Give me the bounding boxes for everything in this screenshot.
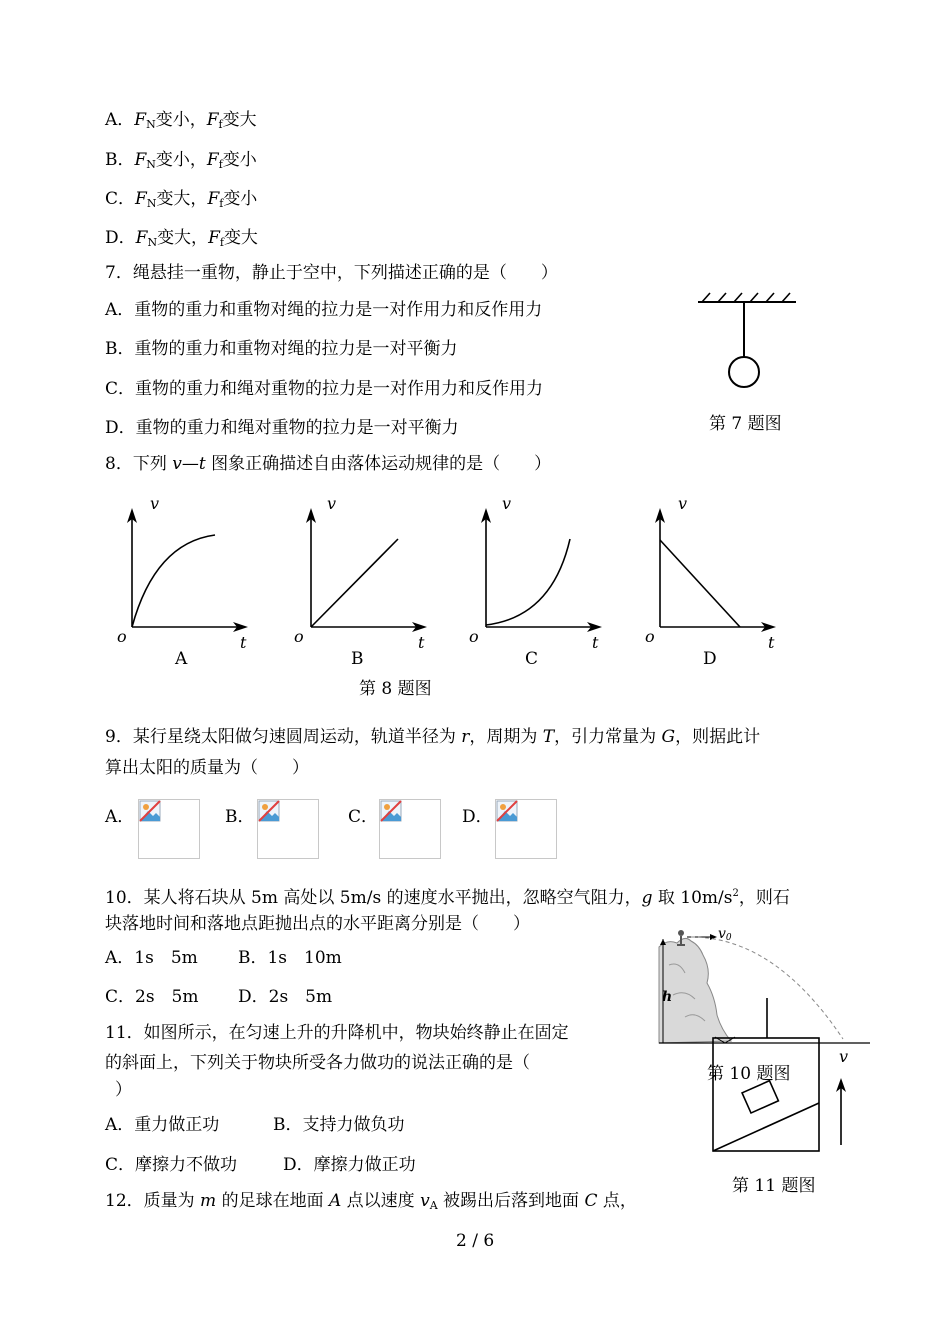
q8-graph-c-curve — [486, 539, 570, 625]
q11-elevator-figure — [705, 995, 865, 1160]
q8-graph-c-v-label: v — [502, 494, 512, 513]
q8-graph-d-label: D — [703, 649, 717, 669]
q9-option-b-label: B． — [225, 807, 255, 827]
q7-option-d: D．重物的重力和绳对重物的拉力是一对平衡力 — [105, 418, 459, 438]
q11-incline — [713, 1103, 819, 1151]
q8-graph-c-label: C — [525, 649, 539, 669]
q11-stem-line2: 的斜面上，下列关于物块所受各力做功的说法正确的是（ — [105, 1053, 530, 1073]
q10-stem-line2: 块落地时间和落地点距抛出点的水平距离分别是（ ） — [105, 914, 530, 934]
q8-graph-d-origin-label: o — [645, 627, 655, 646]
q10-figure-caption: 第 10 题图 — [707, 1064, 791, 1084]
q11-stem-line1: 11．如图所示，在匀速上升的升降机中，物块始终静止在固定 — [105, 1023, 569, 1043]
q11-block — [742, 1081, 778, 1113]
q12-stem: 12．质量为 m 的足球在地面 A 点以速度 $v_A$ 被踢出后落到地面 C 点， — [105, 1191, 637, 1212]
q8-stem: 8．下列 v—t 图象正确描述自由落体运动规律的是（ ） — [105, 454, 552, 474]
q10-option-d: D．2s 5m — [238, 987, 333, 1007]
q8-graph-b-v-label: v — [327, 494, 337, 513]
q10-h-label: h — [662, 989, 673, 1005]
q8-graph-d-plot — [638, 505, 783, 640]
q8-graph-a-origin-label: o — [117, 627, 127, 646]
q6-option-b: B．$F_N$变小，$F_f$变小 — [105, 150, 257, 171]
q8-graph-b-t-label: t — [418, 633, 425, 652]
q8-graph-b-plot — [289, 505, 434, 640]
q7-option-c: C．重物的重力和绳对重物的拉力是一对作用力和反作用力 — [105, 379, 544, 399]
q8-graph-b-curve — [311, 539, 398, 627]
q8-graph-c-plot — [464, 505, 609, 640]
q9-option-b-broken-image-icon — [257, 799, 319, 859]
q9-option-a-label: A． — [105, 807, 135, 827]
q10-option-c: C．2s 5m — [105, 987, 199, 1007]
q11-stem-line3: ） — [115, 1080, 132, 1100]
q10-v0-label: v0 — [718, 926, 732, 943]
q8-graph-d-t-label: t — [768, 633, 775, 652]
q7-hanging-weight-figure — [690, 290, 810, 395]
q8-graph-a-t-label: t — [240, 633, 247, 652]
q11-figure-caption: 第 11 题图 — [732, 1176, 816, 1196]
q11-v-label: v — [839, 1047, 849, 1066]
q8-graph-c-origin-label: o — [469, 627, 479, 646]
q10-option-a: A．1s 5m — [105, 948, 198, 968]
q6-option-d: D．$F_N$变大，$F_f$变大 — [105, 228, 258, 249]
q9-stem-line1: 9．某行星绕太阳做匀速圆周运动，轨道半径为 r，周期为 T，引力常量为 G，则据此计 — [105, 727, 761, 747]
q7-option-b: B．重物的重力和重物对绳的拉力是一对平衡力 — [105, 339, 458, 359]
q9-option-d-broken-image-icon — [495, 799, 557, 859]
q6-option-a: A．$F_N$变小，$F_f$变大 — [105, 110, 257, 131]
q8-graph-c-t-label: t — [592, 633, 599, 652]
q6-option-c: C．$F_N$变大，$F_f$变小 — [105, 189, 258, 210]
page-number: 2 / 6 — [456, 1231, 495, 1251]
q11-option-c: C．摩擦力不做功 — [105, 1155, 238, 1175]
q8-figure-caption: 第 8 题图 — [359, 679, 432, 699]
q8-graph-d-curve — [660, 540, 740, 627]
q8-graph-b-origin-label: o — [294, 627, 304, 646]
q8-graph-a-plot — [110, 505, 255, 640]
q8-graph-a-v-label: v — [150, 494, 160, 513]
q8-graph-a-label: A — [175, 649, 188, 669]
q11-option-a: A．重力做正功 — [105, 1115, 220, 1135]
q8-graph-a-curve — [132, 535, 215, 627]
q10-stem-line1: 10．某人将石块从 5m 高处以 5m/s 的速度水平抛出，忽略空气阻力，g 取 $10m/s^2$，则石 — [105, 888, 790, 908]
q7-option-a: A．重物的重力和重物对绳的拉力是一对作用力和反作用力 — [105, 300, 543, 320]
q8-graph-b-label: B — [351, 649, 364, 669]
q7-stem: 7．绳悬挂一重物，静止于空中，下列描述正确的是（ ） — [105, 263, 558, 283]
q7-figure-caption: 第 7 题图 — [709, 414, 782, 434]
q9-option-d-label: D． — [462, 807, 493, 827]
q8-graph-d-v-label: v — [678, 494, 688, 513]
q9-option-c-label: C． — [348, 807, 379, 827]
q10-option-b: B．1s 10m — [238, 948, 342, 968]
q11-option-d: D．摩擦力做正功 — [283, 1155, 416, 1175]
q9-stem-line2: 算出太阳的质量为（ ） — [105, 758, 309, 778]
q9-option-c-broken-image-icon — [379, 799, 441, 859]
q11-option-b: B．支持力做负功 — [273, 1115, 405, 1135]
q9-option-a-broken-image-icon — [138, 799, 200, 859]
